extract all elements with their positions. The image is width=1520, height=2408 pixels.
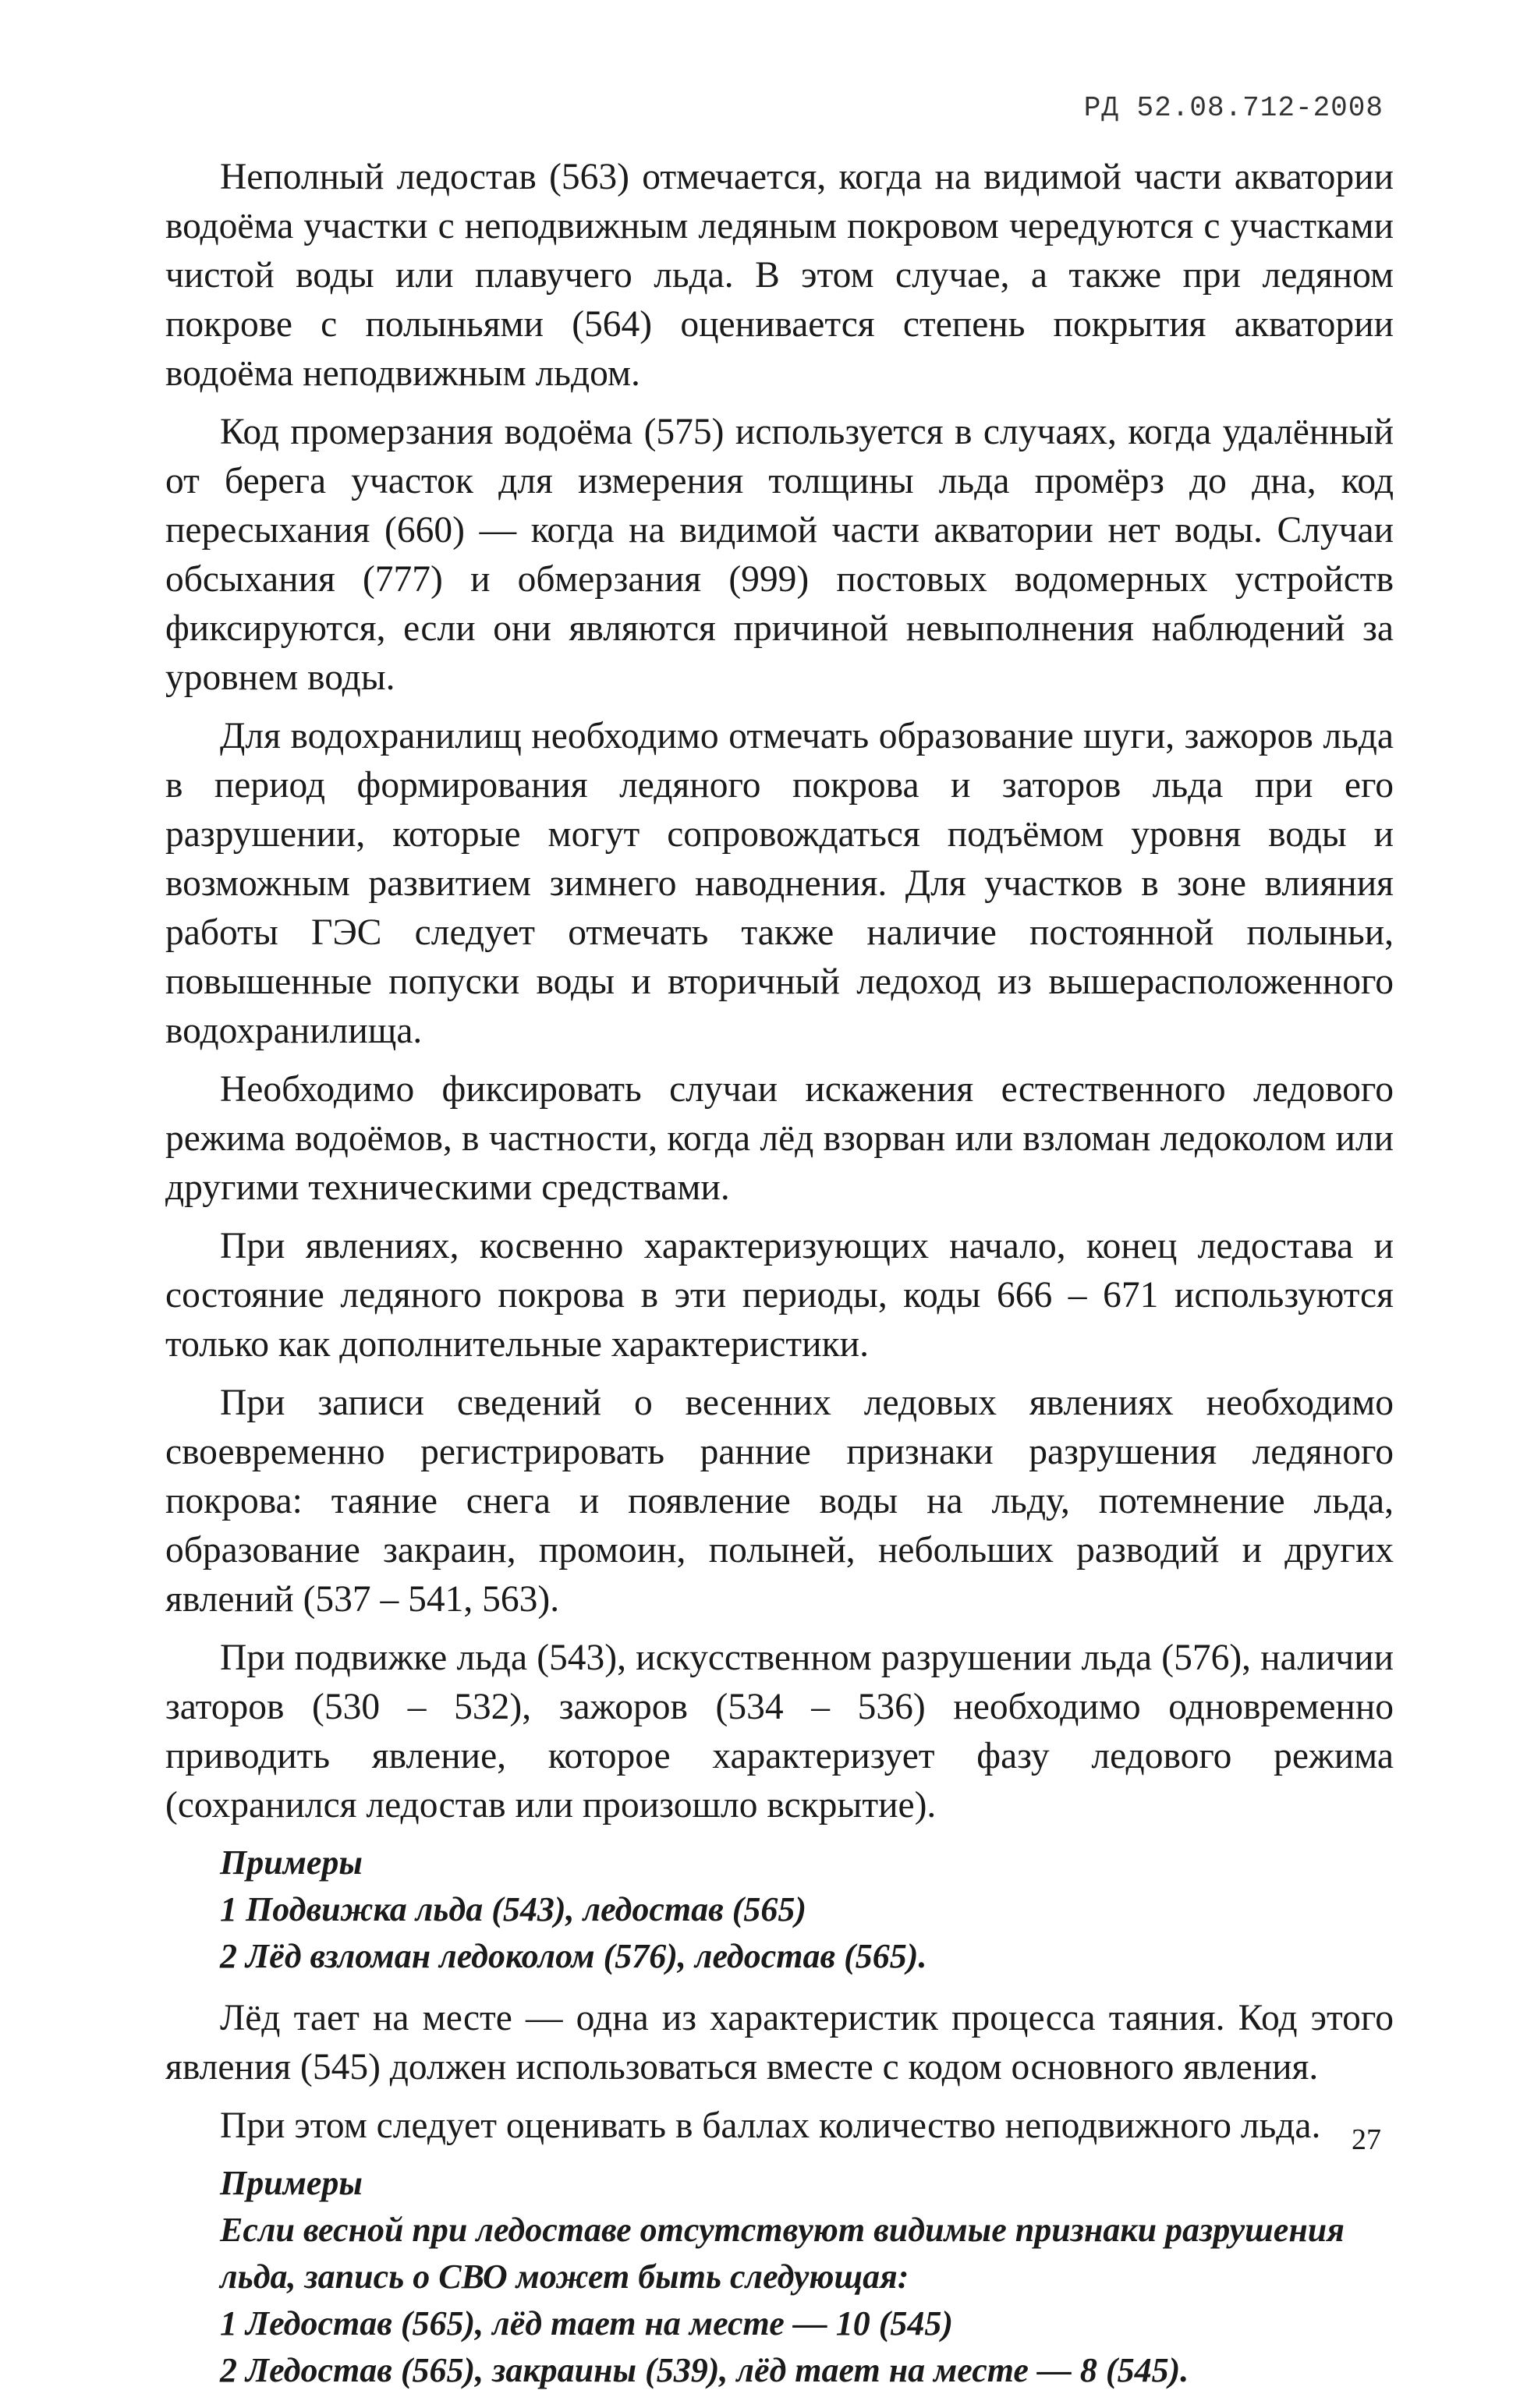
examples-heading: Примеры [220, 1843, 363, 1882]
page-number: 27 [1352, 2123, 1381, 2156]
paragraph-incomplete-ice-cover: Неполный ледостав (563) отмечается, когда на видимой части акватории водоёма участки с неподвижным ледяным покровом чередуются с участками чистой воды или плавучего льда. В этом случае, а также при ледяном покрове с полыньями (564) оценивается степень покрытия акватории водоёма неподвижным льдом. [165, 157, 1394, 394]
examples-heading: Примеры [220, 2164, 363, 2202]
example-line: 1 Ледостав (565), лёд тает на месте — 10 (545) [220, 2304, 954, 2342]
examples-block-1 [220, 1840, 1394, 1980]
paragraph-reservoirs: Для водохранилищ необходимо отмечать образование шуги, зажоров льда в период формирования ледяного покрова и заторов льда при его разрушении, которые могут сопровождаться подъёмом уровня воды и возможным развитием зимнего наводнения. Для участков в зоне влияния работы ГЭС следует отмечать также наличие постоянной полыньи, повышенные попуски воды и вторичный ледоход из вышерасположенного водохранилища. [165, 716, 1394, 1051]
example-line: Если весной при ледоставе отсутствуют видимые признаки разрушения льда, запись о СВО может быть следующая: [220, 2211, 1345, 2296]
examples-block-2 [220, 2160, 1394, 2394]
paragraph-artificial-disruption: Необходимо фиксировать случаи искажения естественного ледового режима водоёмов, в частности, когда лёд взорван или взломан ледоколом или другими техническими средствами. [165, 1069, 1394, 1208]
paragraph-indirect-phenomena: При явлениях, косвенно характеризующих начало, конец ледостава и состояние ледяного покрова в эти периоды, коды 666 – 671 используются только как дополнительные характеристики. [165, 1226, 1394, 1365]
example-line: 1 Подвижка льда (543), ледостав (565) [220, 1890, 807, 1928]
paragraph-ice-scoring: При этом следует оценивать в баллах количество неподвижного льда. [220, 2105, 1321, 2146]
paragraph-ice-movement: При подвижке льда (543), искусственном разрушении льда (576), наличии заторов (530 – 532), зажоров (534 – 536) необходимо одновременно приводить явление, которое характеризует фазу ледового режима (сохранился ледостав или произошло вскрытие). [165, 1638, 1394, 1825]
document-code-header: РД 52.08.712-2008 [1083, 92, 1384, 124]
paragraph-ice-melting: Лёд тает на месте — одна из характеристик процесса таяния. Код этого явления (545) должен использоваться вместе с кодом основного явления. [165, 1998, 1394, 2088]
example-line: 2 Лёд взломан ледоколом (576), ледостав (565). [220, 1937, 927, 1975]
paragraph-spring-phenomena: При записи сведений о весенних ледовых явлениях необходимо своевременно регистрировать ранние признаки разрушения ледяного покрова: таяние снега и появление воды на льду, потемнение льда, образование закраин, промоин, полыней, небольших разводий и других явлений (537 – 541, 563). [165, 1383, 1394, 1620]
paragraph-freezing-codes: Код промерзания водоёма (575) используется в случаях, когда удалённый от берега участок для измерения толщины льда промёрз до дна, код пересыхания (660) — когда на видимой части акватории нет воды. Случаи обсыхания (777) и обмерзания (999) постовых водомерных устройств фиксируются, если они являются причиной невыполнения наблюдений за уровнем воды. [165, 412, 1394, 698]
page-body [165, 153, 1394, 2408]
example-line: 2 Ледостав (565), закраины (539), лёд тает на месте — 8 (545). [220, 2351, 1189, 2389]
